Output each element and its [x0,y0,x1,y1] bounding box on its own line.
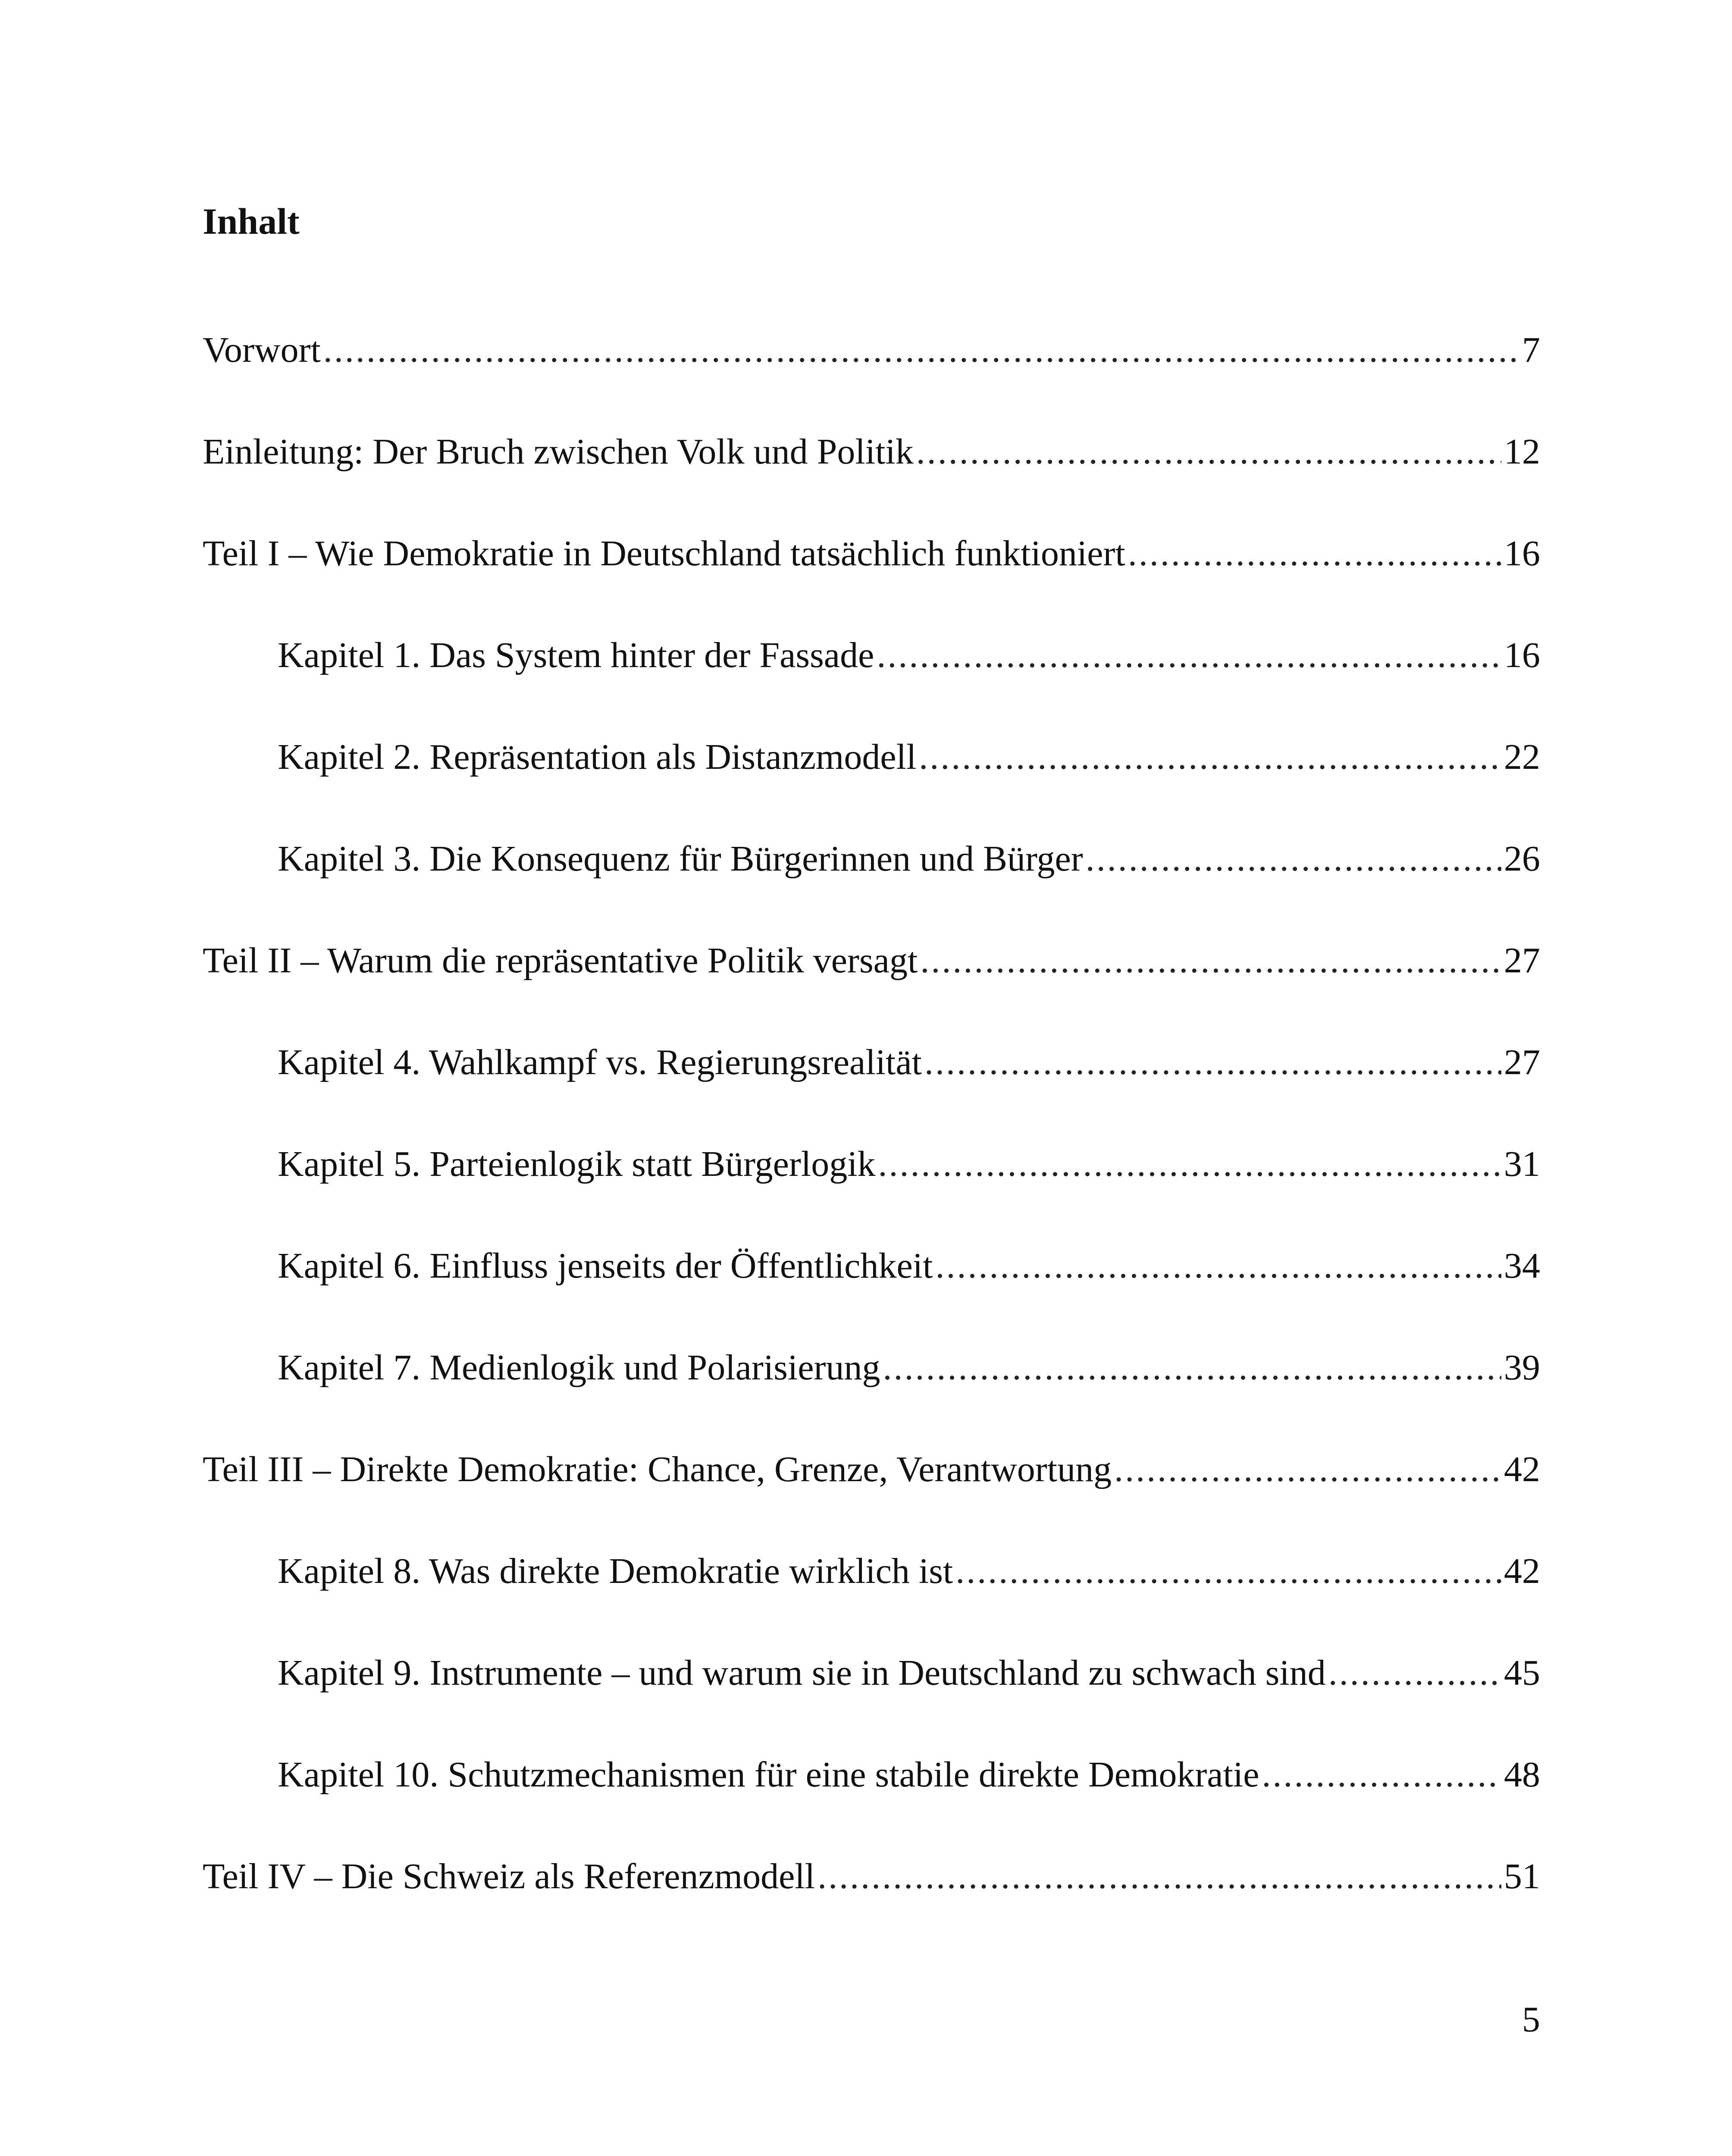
toc-entry-page: 26 [1504,839,1540,879]
toc-entry-page: 45 [1504,1653,1540,1693]
dot-leader [877,637,1501,674]
toc-entry-title: Kapitel 8. Was direkte Demokratie wirklich ist [278,1551,953,1591]
page-number: 5 [1522,1999,1540,2040]
toc-entry-title: Vorwort [203,330,321,370]
toc-entry-kapitel-8[interactable] [203,1553,1540,1655]
toc-entry-page: 22 [1504,737,1540,777]
toc-entry-title: Kapitel 3. Die Konsequenz für Bürgerinnen und Bürger [278,839,1083,879]
toc-entry-title: Teil II – Warum die repräsentative Politik versagt [203,940,918,981]
toc-entry-kapitel-1[interactable] [203,637,1540,739]
toc-entry-page: 42 [1504,1449,1540,1489]
toc-entry-title: Kapitel 1. Das System hinter der Fassade [278,635,874,675]
dot-leader [323,332,1519,368]
table-of-contents [203,332,1540,1960]
dot-leader [935,1248,1501,1284]
toc-entry-title: Kapitel 2. Repräsentation als Distanzmodell [278,737,917,777]
dot-leader [878,1146,1501,1182]
toc-entry-title: Kapitel 6. Einfluss jenseits der Öffentlichkeit [278,1246,933,1286]
toc-entry-title: Teil IV – Die Schweiz als Referenzmodell [203,1856,815,1896]
toc-entry-page: 34 [1504,1246,1540,1286]
toc-entry-title: Teil III – Direkte Demokratie: Chance, Grenze, Verantwortung [203,1449,1112,1489]
toc-entry-title: Kapitel 5. Parteienlogik statt Bürgerlogik [278,1144,876,1184]
dot-leader [1128,536,1501,572]
toc-entry-title: Kapitel 4. Wahlkampf vs. Regierungsrealität [278,1042,922,1082]
toc-entry-page: 51 [1504,1856,1540,1896]
toc-entry-kapitel-6[interactable] [203,1248,1540,1350]
toc-entry-teil-1[interactable] [203,533,1540,637]
dot-leader [817,1858,1501,1895]
toc-entry-page: 12 [1504,432,1540,472]
toc-entry-title: Kapitel 10. Schutzmechanismen für eine stabile direkte Demokratie [278,1755,1259,1795]
toc-entry-kapitel-5[interactable] [203,1146,1540,1248]
toc-entry-page: 16 [1504,635,1540,675]
dot-leader [955,1553,1501,1589]
toc-entry-page: 39 [1504,1348,1540,1388]
toc-entry-page: 42 [1504,1551,1540,1591]
dot-leader [1114,1451,1501,1488]
toc-entry-title: Einleitung: Der Bruch zwischen Volk und Politik [203,432,914,472]
toc-entry-einleitung[interactable] [203,434,1540,536]
toc-entry-kapitel-4[interactable] [203,1044,1540,1146]
toc-entry-page: 31 [1504,1144,1540,1184]
toc-heading: Inhalt [203,201,300,242]
toc-entry-kapitel-9[interactable] [203,1655,1540,1757]
toc-entry-teil-4[interactable] [203,1858,1540,1960]
toc-entry-kapitel-10[interactable] [203,1757,1540,1858]
toc-entry-title: Teil I – Wie Demokratie in Deutschland tatsächlich funktioniert [203,533,1125,573]
toc-entry-title: Kapitel 7. Medienlogik und Polarisierung [278,1348,880,1388]
toc-entry-page: 27 [1504,1042,1540,1082]
dot-leader [919,739,1501,775]
dot-leader [1328,1655,1501,1691]
toc-entry-page: 27 [1504,940,1540,981]
toc-entry-title: Kapitel 9. Instrumente – und warum sie in Deutschland zu schwach sind [278,1653,1326,1693]
dot-leader [883,1350,1501,1386]
toc-entry-teil-3[interactable] [203,1451,1540,1553]
dot-leader [924,1044,1501,1081]
toc-entry-kapitel-2[interactable] [203,739,1540,841]
toc-entry-page: 48 [1504,1755,1540,1795]
toc-entry-vorwort[interactable] [203,332,1540,434]
dot-leader [1086,841,1501,877]
toc-entry-teil-2[interactable] [203,940,1540,1044]
toc-entry-page: 7 [1522,330,1540,370]
dot-leader [916,434,1501,470]
dot-leader [920,943,1501,979]
toc-entry-kapitel-7[interactable] [203,1350,1540,1451]
dot-leader [1262,1757,1501,1793]
toc-entry-kapitel-3[interactable] [203,841,1540,943]
toc-entry-page: 16 [1504,533,1540,573]
